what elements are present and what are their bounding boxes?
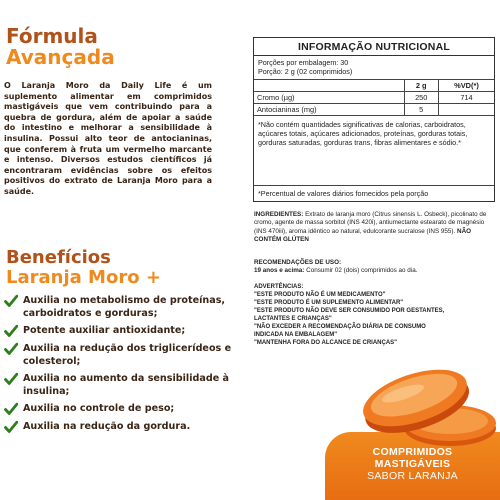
recommendation-label: RECOMENDAÇÕES DE USO: [254, 259, 342, 266]
formula-title [6, 26, 246, 68]
nutrient-name: Cromo (µg) [254, 92, 404, 104]
table-row [254, 104, 494, 116]
benefit-item [4, 403, 249, 416]
nutrient-dv: 714 [438, 92, 494, 104]
benefit-text: Auxilia no controle de peso; [23, 403, 175, 414]
benefit-text: Auxilia na redução da gordura. [23, 421, 191, 432]
recommendation-age: 19 anos e acima: [254, 267, 305, 275]
check-icon [4, 420, 18, 434]
nutrient-name: Antocianinas (mg) [254, 104, 404, 116]
tablet-label [325, 446, 500, 482]
table-row [254, 92, 494, 104]
nutrition-header-cell: %VD(*) [438, 80, 494, 92]
nutrition-header-row [254, 80, 494, 92]
benefit-item [4, 295, 249, 320]
warning-line: "MANTENHA FORA DO ALCANCE DE CRIANÇAS" [254, 340, 398, 346]
warnings-label: ADVERTÊNCIAS: [254, 284, 304, 290]
tablet-label-line2: MASTIGÁVEIS [374, 458, 451, 470]
warning-line: "ESTE PRODUTO NÃO DEVE SER CONSUMIDO POR GESTANTES, [254, 308, 445, 314]
nutrition-title: INFORMAÇÃO NUTRICIONAL [254, 38, 494, 56]
warning-line: LACTANTES E CRIANÇAS" [254, 316, 332, 322]
portions-per-package: Porções por embalagem: 30 [258, 58, 349, 67]
nutrition-header-cell [254, 80, 404, 92]
benefit-item [4, 343, 249, 368]
warning-line: INDICADA NA EMBALAGEM" [254, 332, 338, 338]
check-icon [4, 294, 18, 308]
nutrient-amount: 250 [404, 92, 438, 104]
nutrition-note: *Não contém quantidades significativas de calorias, carboidratos, açúcares totais, açúcares adicionados, proteínas, gorduras totais, gorduras saturadas, gorduras trans, fibras alimentares e sódio.* [258, 120, 468, 147]
benefit-text: Auxilia na redução dos triglicerídeos e colesterol; [23, 343, 232, 367]
benefits-list [4, 295, 249, 439]
benefit-item [4, 373, 249, 398]
benefits-title [6, 248, 246, 288]
benefits-title-line1: Benefícios [6, 247, 111, 268]
check-icon [4, 372, 18, 386]
benefit-text: Auxilia no metabolismo de proteínas, carboidratos e gorduras; [23, 295, 226, 319]
formula-title-line2: Avançada [6, 45, 115, 69]
tablet-label-line1: COMPRIMIDOS [372, 446, 453, 458]
check-icon [4, 342, 18, 356]
nutrition-grid [254, 79, 494, 116]
nutrient-amount: 5 [404, 104, 438, 116]
tablet-label-line3: SABOR LARANJA [367, 470, 458, 482]
usage-recommendation [254, 259, 498, 276]
benefit-item [4, 421, 249, 434]
check-icon [4, 324, 18, 338]
nutrition-portions [254, 56, 494, 76]
nutrition-table [253, 37, 495, 202]
formula-title-line1: Fórmula [6, 24, 98, 48]
nutrient-dv [438, 104, 494, 116]
gluten-notice: NÃO CONTÉM GLÚTEN [254, 227, 472, 243]
benefit-text: Potente auxiliar antioxidante; [23, 325, 186, 336]
warning-line: "ESTE PRODUTO É UM SUPLEMENTO ALIMENTAR" [254, 300, 404, 306]
warning-line: "ESTE PRODUTO NÃO É UM MEDICAMENTO" [254, 292, 386, 298]
ingredients-text [254, 211, 498, 244]
ingredients-label: INGREDIENTES: [254, 211, 304, 218]
warnings [254, 283, 498, 347]
nutrition-header-cell: 2 g [404, 80, 438, 92]
ingredients-list: Extrato de laranja moro (Citrus sinensis L. Osbeck), picolinato de cromo, agente de massa sorbitol (INS 420i), antiumectante estearato de magnésio (INS 470iii), aroma idêntico ao natural, edulcorante sucralose (INS 955). [254, 211, 487, 235]
benefits-title-line2: Laranja Moro + [6, 267, 161, 288]
nutrition-footer: *Percentual de valores diários fornecidos pela porção [254, 185, 494, 201]
portion-size: Porção: 2 g (02 comprimidos) [258, 67, 353, 76]
check-icon [4, 402, 18, 416]
formula-description: O Laranja Moro da Daily Life é um suplemento alimentar em comprimidos mastigáveis que vem contribuindo para a quebra de gordura, além de apoiar a saúde do intestino e melhorar a sensibilidade à insulina. Possui alto teor de antocianinas, que conferem à fruta um vermelho marcante e intenso. Diversos estudos científicos já encontraram evidências sobre os efeitos positivos do extrato de Laranja Moro para a saúde. [4, 81, 212, 196]
recommendation-text: Consumir 02 (dois) comprimidos ao dia. [306, 267, 418, 275]
benefit-text: Auxilia no aumento da sensibilidade à insulina; [23, 373, 230, 397]
benefit-item [4, 325, 249, 338]
warning-line: "NÃO EXCEDER A RECOMENDAÇÃO DIÁRIA DE CONSUMO [254, 324, 426, 330]
